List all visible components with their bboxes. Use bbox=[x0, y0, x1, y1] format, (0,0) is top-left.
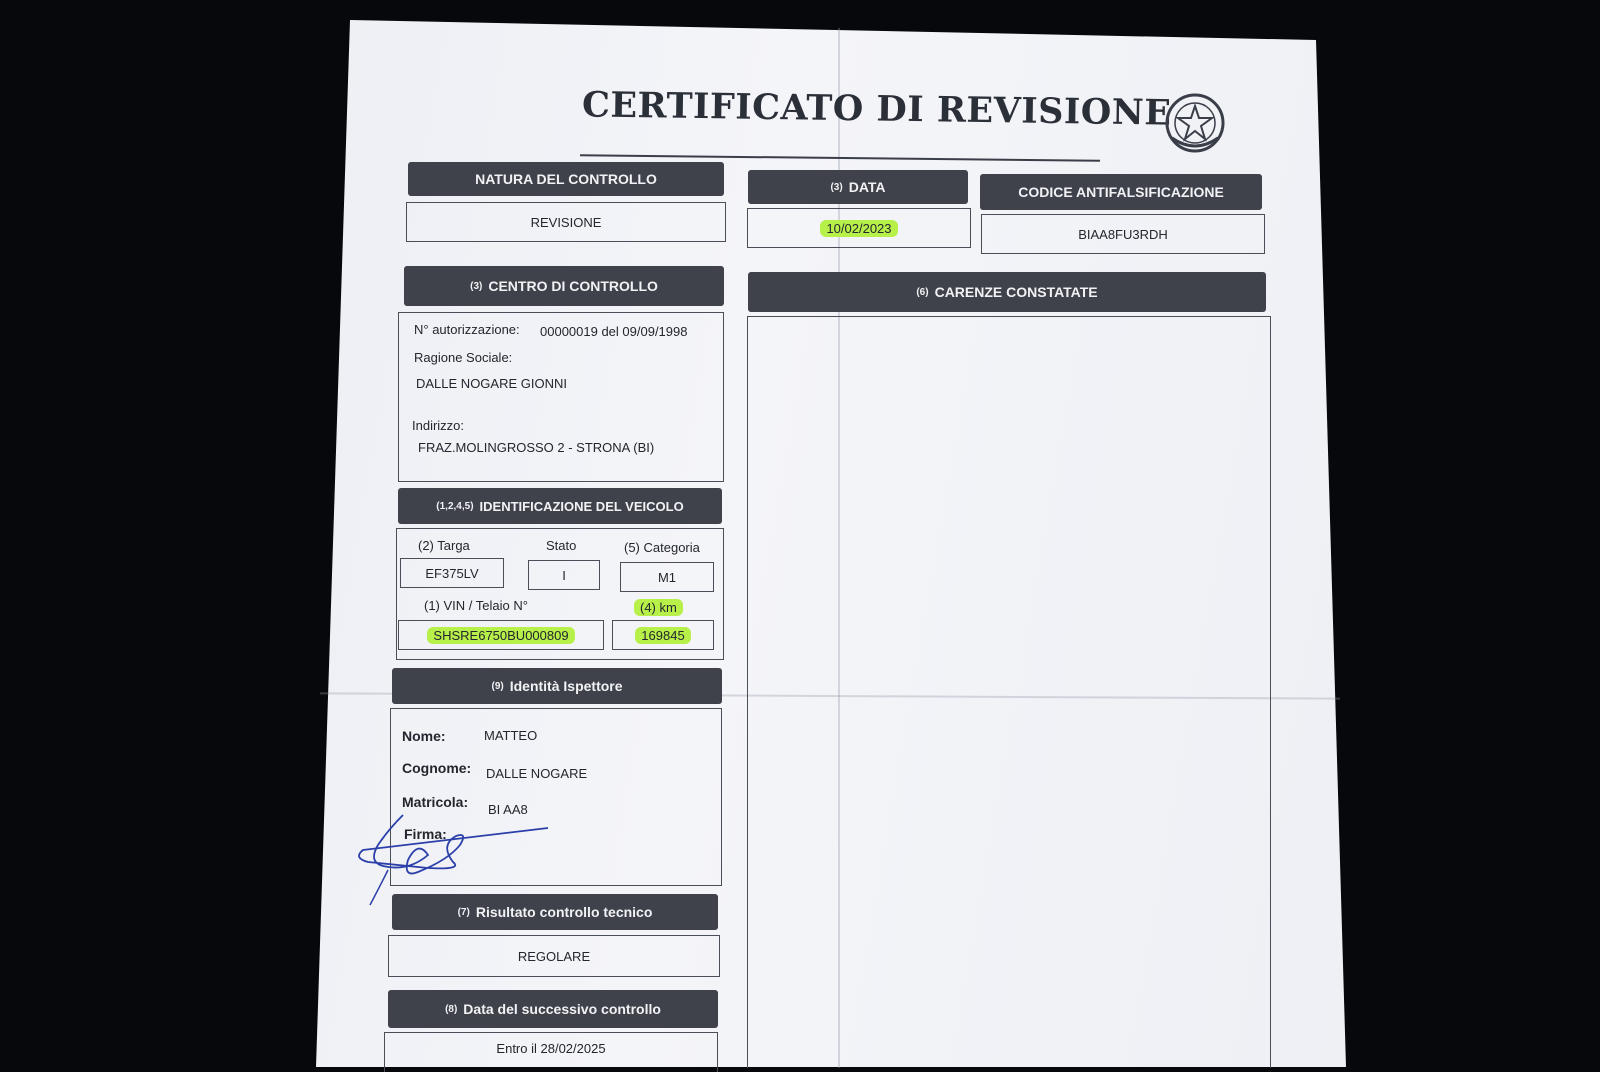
codice-value: BIAA8FU3RDH bbox=[1078, 226, 1168, 242]
natura-header: NATURA DEL CONTROLLO bbox=[408, 162, 724, 196]
carenze-box bbox=[747, 316, 1271, 1068]
vin-label: (1) VIN / Telaio N° bbox=[424, 598, 528, 613]
data-value: 10/02/2023 bbox=[820, 220, 897, 237]
ragione-value: DALLE NOGARE GIONNI bbox=[416, 376, 567, 391]
risultato-value: REGOLARE bbox=[517, 948, 591, 964]
successivo-header: (8) Data del successivo controllo bbox=[388, 990, 718, 1028]
km-label: (4) km bbox=[634, 600, 683, 615]
stato-value: I bbox=[562, 567, 566, 583]
nome-label: Nome: bbox=[402, 728, 446, 744]
firma-label: Firma: bbox=[404, 826, 447, 842]
nome-value: MATTEO bbox=[484, 728, 538, 743]
codice-box bbox=[981, 214, 1265, 254]
veicolo-header: (1,2,4,5) IDENTIFICAZIONE DEL VEICOLO bbox=[398, 488, 722, 524]
republic-emblem-icon bbox=[1160, 88, 1230, 158]
document-title: CERTIFICATO DI REVISIONE bbox=[581, 84, 1172, 134]
data-box bbox=[747, 208, 971, 248]
km-box bbox=[612, 620, 714, 650]
stato-label: Stato bbox=[546, 538, 577, 553]
successivo-box bbox=[384, 1032, 718, 1072]
risultato-box bbox=[388, 935, 720, 977]
categoria-label: (5) Categoria bbox=[624, 540, 700, 555]
natura-value: REVISIONE bbox=[530, 214, 602, 230]
matricola-value: BI AA8 bbox=[488, 802, 528, 817]
codice-header: CODICE ANTIFALSIFICAZIONE bbox=[980, 174, 1262, 210]
indirizzo-value: FRAZ.MOLINGROSSO 2 - STRONA (BI) bbox=[418, 440, 655, 455]
targa-box bbox=[400, 558, 504, 588]
categoria-value: M1 bbox=[657, 569, 677, 585]
ispettore-header: (9) Identità Ispettore bbox=[392, 668, 722, 704]
cognome-label: Cognome: bbox=[402, 760, 472, 776]
targa-value: EF375LV bbox=[425, 565, 479, 581]
carenze-header: (6) CARENZE CONSTATATE bbox=[748, 272, 1266, 312]
risultato-header: (7) Risultato controllo tecnico bbox=[392, 894, 718, 930]
natura-box bbox=[406, 202, 726, 242]
data-header: (3) DATA bbox=[748, 170, 968, 204]
km-value: 169845 bbox=[635, 627, 690, 644]
vin-value: SHSRE6750BU000809 bbox=[427, 627, 574, 644]
matricola-label: Matricola: bbox=[402, 794, 469, 810]
categoria-box bbox=[620, 562, 714, 592]
targa-label: (2) Targa bbox=[418, 538, 470, 553]
indirizzo-label: Indirizzo: bbox=[412, 418, 465, 433]
stato-box bbox=[528, 560, 600, 590]
autorizzazione-label: N° autorizzazione: bbox=[414, 322, 520, 337]
vin-box bbox=[398, 620, 604, 650]
autorizzazione-value: 00000019 del 09/09/1998 bbox=[540, 324, 688, 339]
centro-header: (3) CENTRO DI CONTROLLO bbox=[404, 266, 724, 306]
cognome-value: DALLE NOGARE bbox=[486, 766, 588, 781]
successivo-value: Entro il 28/02/2025 bbox=[496, 1041, 606, 1056]
ragione-label: Ragione Sociale: bbox=[414, 350, 513, 365]
